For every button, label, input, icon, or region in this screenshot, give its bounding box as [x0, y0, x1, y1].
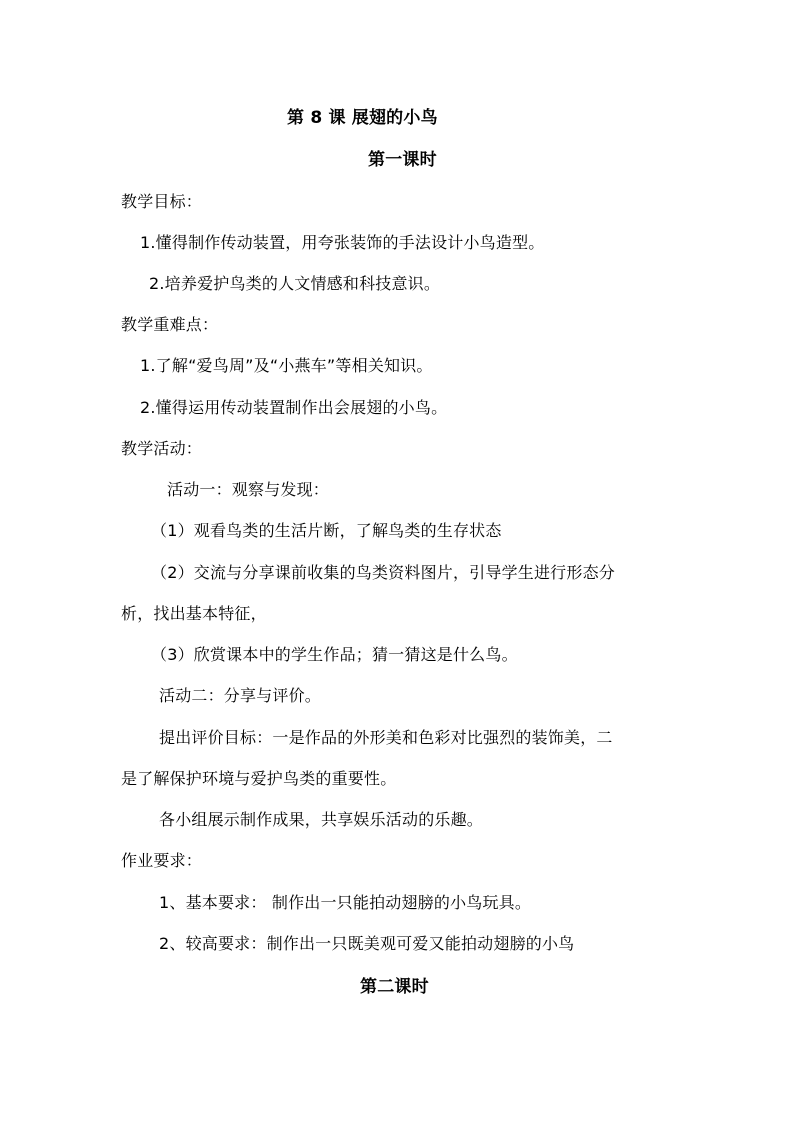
activities-heading: 教学活动： — [121, 439, 203, 458]
evaluation-line-2: 是了解保护环境与爱护鸟类的重要性。 — [121, 769, 397, 788]
session-one-heading: 第一课时 — [368, 150, 437, 170]
showcase-text: 各小组展示制作成果，共享娱乐活动的乐趣。 — [159, 810, 484, 829]
keypoint-item-2: 2.懂得运用传动装置制作出会展翅的小鸟。 — [140, 398, 448, 417]
objective-item-2: 2.培养爱护鸟类的人文情感和科技意识。 — [149, 274, 441, 293]
activity-one-item-3: （3）欣赏课本中的学生作品；猜一猜这是什么鸟。 — [151, 645, 518, 664]
objectives-heading: 教学目标： — [121, 192, 203, 211]
homework-item-2: 2、较高要求：制作出一只既美观可爱又能拍动翅膀的小鸟 — [159, 934, 575, 953]
homework-heading: 作业要求： — [121, 851, 203, 870]
activity-one-item-2-line-1: （2）交流与分享课前收集的鸟类资料图片，引导学生进行形态分 — [151, 563, 615, 582]
objective-item-1: 1.懂得制作传动装置，用夸张装饰的手法设计小鸟造型。 — [140, 233, 545, 252]
keypoints-heading: 教学重难点： — [121, 315, 219, 334]
evaluation-line-1: 提出评价目标：一是作品的外形美和色彩对比强烈的装饰美，二 — [159, 728, 613, 747]
lesson-title: 第 8 课 展翅的小鸟 — [287, 108, 438, 128]
session-two-heading: 第二课时 — [360, 977, 429, 997]
activity-one-item-1: （1）观看鸟类的生活片断，了解鸟类的生存状态 — [151, 521, 502, 540]
activity-one-title: 活动一：观察与发现： — [167, 480, 330, 499]
activity-two-title: 活动二：分享与评价。 — [159, 686, 322, 705]
homework-item-1: 1、基本要求： 制作出一只能拍动翅膀的小鸟玩具。 — [159, 893, 532, 912]
activity-one-item-2-line-2: 析，找出基本特征， — [121, 604, 267, 623]
keypoint-item-1: 1.了解“爱鸟周”及“小燕车”等相关知识。 — [140, 356, 433, 375]
